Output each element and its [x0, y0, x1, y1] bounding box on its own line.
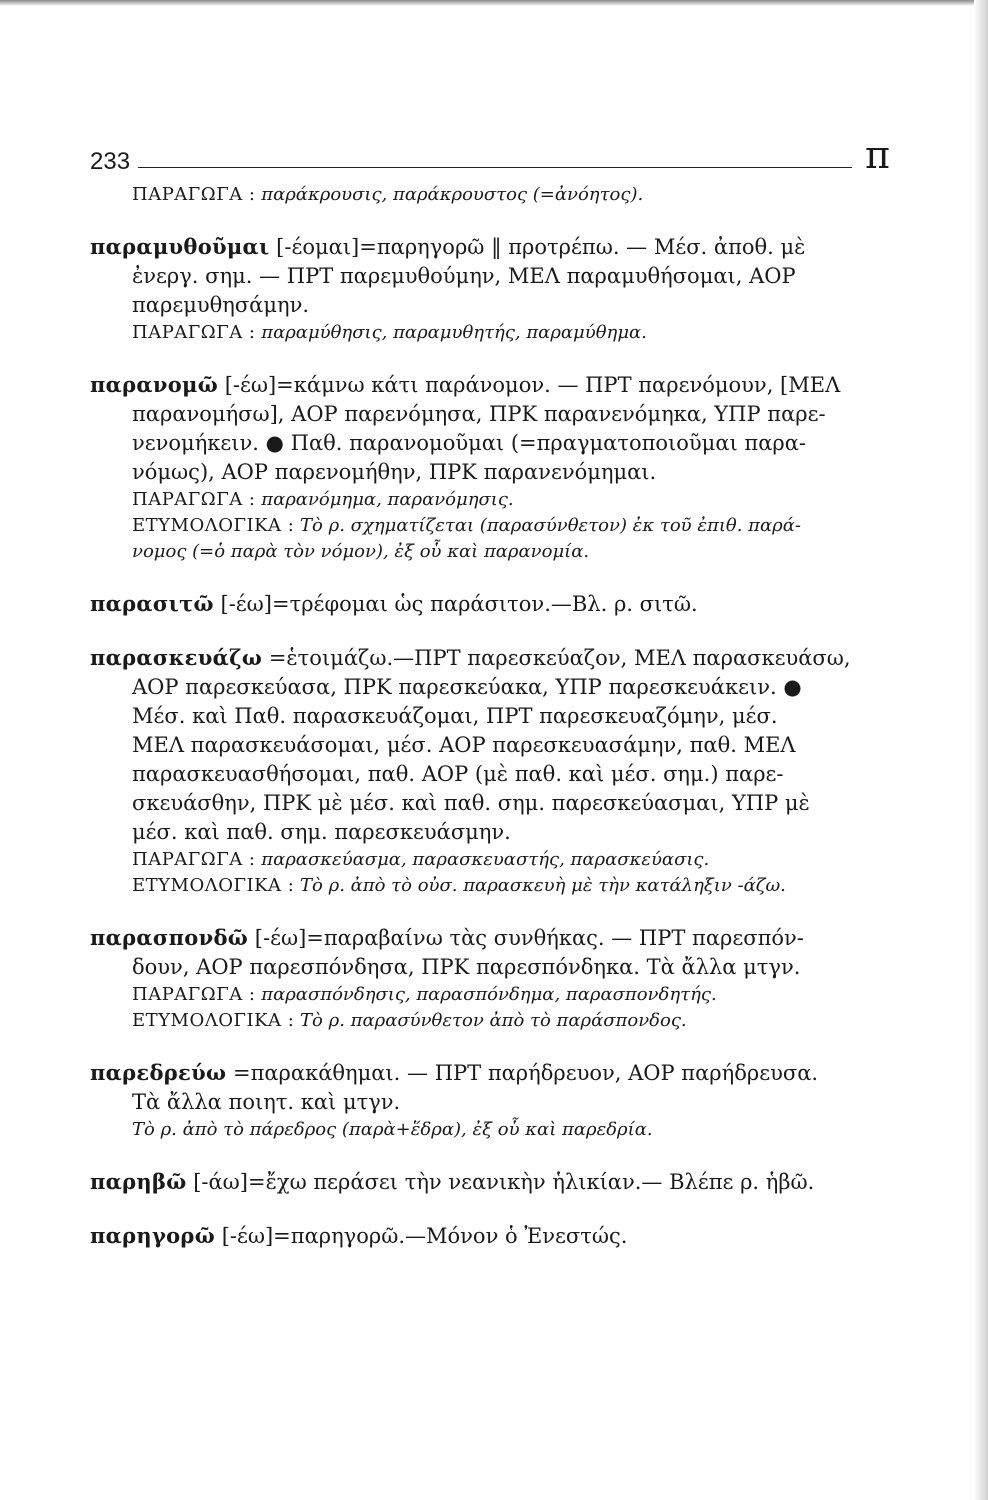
headword: παρασπονδῶ: [90, 925, 249, 950]
entry-continuation-line: [90, 789, 890, 818]
headword: παρηβῶ: [90, 1169, 187, 1194]
entry-first-line: [90, 370, 890, 400]
definition-text: δουν, ΑΟΡ παρεσπόνδησα, ΠΡΚ παρεσπόνδηκα. Τὰ ἄλλα μτγν.: [132, 955, 801, 979]
dictionary-entry: [90, 1221, 890, 1251]
entry-continuation-line: [90, 1088, 890, 1117]
entry-continuation-line: [90, 731, 890, 760]
entry-first-line: [90, 643, 890, 673]
entry-continuation-line: [90, 953, 890, 982]
entry-note-line: [90, 1008, 890, 1034]
dictionary-entry: [90, 1167, 890, 1197]
definition-text: ΜΕΛ παρασκευάσομαι, μέσ. ΑΟΡ παρεσκευασάμην, παθ. ΜΕΛ: [132, 733, 796, 757]
note-label: ΕΤΥΜΟΛΟΓΙΚΑ :: [132, 875, 295, 896]
entry-continuation-line: [90, 818, 890, 847]
entry-continuation-line: [90, 673, 890, 702]
dictionary-entry: [90, 923, 890, 1034]
definition-text: ἐνεργ. σημ. — ΠΡΤ παρεμυθούμην, ΜΕΛ παραμυθήσομαι, ΑΟΡ: [132, 264, 796, 288]
entry-first-line: [90, 1221, 890, 1251]
definition-text: [-έομαι]=παρηγορῶ ‖ προτρέπω. — Μέσ. ἀποθ. μὲ: [276, 235, 806, 259]
note-label: ΠΑΡΑΓΩΓΑ :: [132, 984, 256, 1005]
note-text: Τὸ ρ. παρασύνθετον ἀπὸ τὸ παράσπονδος.: [300, 1010, 687, 1031]
definition-text: [-έω]=παραβαίνω τὰς συνθήκας. — ΠΡΤ παρεσπόν-: [254, 926, 804, 950]
definition-text: =ἑτοιμάζω.—ΠΡΤ παρεσκεύαζον, ΜΕΛ παρασκευάσω,: [268, 646, 851, 670]
definition-text: μέσ. καὶ παθ. σημ. παρεσκευάσμην.: [132, 820, 511, 844]
entry-note-line: [90, 873, 890, 899]
entry-continuation-line: [90, 291, 890, 320]
entry-first-line: [90, 232, 890, 262]
entry-first-line: [90, 589, 890, 619]
entry-note-line: [90, 847, 890, 873]
headword: παρεδρεύω: [90, 1060, 227, 1085]
note-text: παρανόμημα, παρανόμησις.: [261, 489, 514, 510]
entry-first-line: [90, 923, 890, 953]
entry-note-line: [90, 982, 890, 1008]
dictionary-entry: [90, 643, 890, 899]
note-label: ΠΑΡΑΓΩΓΑ :: [132, 489, 256, 510]
dictionary-entry: [90, 589, 890, 619]
entry-note-line: [90, 539, 890, 565]
headword: παρηγορῶ: [90, 1223, 215, 1248]
entry-continuation-line: [90, 702, 890, 731]
entry-note-line: [90, 513, 890, 539]
note-text: παρασκεύασμα, παρασκευαστής, παρασκεύασις.: [261, 849, 710, 870]
definition-text: [-άω]=ἔχω περάσει τὴν νεανικὴν ἡλικίαν.— Βλέπε ρ. ἡβῶ.: [193, 1170, 815, 1194]
dictionary-entry: [90, 1058, 890, 1143]
entry-first-line: [90, 1167, 890, 1197]
note-label: ΕΤΥΜΟΛΟΓΙΚΑ :: [132, 1010, 295, 1031]
definition-text: σκευάσθην, ΠΡΚ μὲ μέσ. καὶ παθ. σημ. παρεσκεύασμαι, ΥΠΡ μὲ: [132, 791, 810, 815]
definition-text: Τὰ ἄλλα ποιητ. καὶ μτγν.: [132, 1090, 401, 1114]
note-text: παραμύθησις, παραμυθητής, παραμύθημα.: [261, 322, 647, 343]
note-text: Τὸ ρ. σχηματίζεται (παρασύνθετον) ἐκ τοῦ ἐπιθ. παρά-: [300, 515, 801, 536]
entry-continuation-line: [90, 429, 890, 458]
definition-text: παρασκευασθήσομαι, παθ. ΑΟΡ (μὲ παθ. καὶ μέσ. σημ.) παρε-: [132, 762, 784, 786]
dictionary-page: [90, 133, 890, 1251]
note-text: Τὸ ρ. ἀπὸ τὸ πάρεδρος (παρὰ+ἕδρα), ἐξ οὗ καὶ παρεδρία.: [132, 1119, 653, 1140]
note-label: ΠΑΡΑΓΩΓΑ :: [132, 322, 256, 343]
note-text: νομος (=ὁ παρὰ τὸν νόμον), ἐξ οὗ καὶ παρανομία.: [132, 541, 590, 562]
entry-continuation-line: [90, 400, 890, 429]
scan-top-shadow: [0, 0, 988, 6]
definition-text: νόμως), ΑΟΡ παρενομήθην, ΠΡΚ παρανενόμημαι.: [132, 460, 657, 484]
entry-first-line: [90, 1058, 890, 1088]
note-text: Τὸ ρ. ἀπὸ τὸ οὐσ. παρασκευὴ μὲ τὴν κατάληξιν -άζω.: [300, 875, 786, 896]
definition-text: ΑΟΡ παρεσκεύασα, ΠΡΚ παρεσκεύακα, ΥΠΡ παρεσκευάκειν. ●: [132, 675, 802, 699]
entry-continuation-line: [90, 262, 890, 291]
entry-note-line: [90, 320, 890, 346]
definition-text: παρεμυθησάμην.: [132, 293, 310, 317]
headword: παρανομῶ: [90, 372, 218, 397]
definition-text: παρανομήσω], ΑΟΡ παρενόμησα, ΠΡΚ παρανενόμηκα, ΥΠΡ παρε-: [132, 402, 826, 426]
definition-text: [-έω]=τρέφομαι ὡς παράσιτον.—Βλ. ρ. σιτῶ.: [220, 592, 698, 616]
definition-text: Μέσ. καὶ Παθ. παρασκευάζομαι, ΠΡΤ παρεσκευαζόμην, μέσ.: [132, 704, 778, 728]
definition-text: νενομήκειν. ● Παθ. παρανομοῦμαι (=πραγματοποιοῦμαι παρα-: [132, 431, 807, 455]
dictionary-entry: [90, 232, 890, 346]
note-label: ΠΑΡΑΓΩΓΑ :: [132, 849, 256, 870]
headword: παραμυθοῦμαι: [90, 234, 270, 259]
note-label: ΕΤΥΜΟΛΟΓΙΚΑ :: [132, 515, 295, 536]
section-letter: π: [865, 133, 890, 177]
dictionary-entry: [90, 370, 890, 565]
definition-text: [-έω]=κάμνω κάτι παράνομον. — ΠΡΤ παρενόμουν, [ΜΕΛ: [224, 373, 841, 397]
scan-right-shadow: [974, 0, 988, 1500]
derivatives-text: παράκρουσις, παράκρουστος (=ἀνόητος).: [261, 184, 644, 205]
note-text: παρασπόνδησις, παρασπόνδημα, παρασπονδητής.: [261, 984, 717, 1005]
definition-text: =παρακάθημαι. — ΠΡΤ παρήδρευον, ΑΟΡ παρήδρευσα.: [232, 1061, 819, 1085]
header-rule: [138, 167, 852, 168]
page-header: [90, 133, 890, 180]
entry-continuation-line: [90, 458, 890, 487]
headword: παρασκευάζω: [90, 645, 263, 670]
entry-note-line: [90, 1117, 890, 1143]
entry-continuation-line: [90, 760, 890, 789]
top-derivatives-line: [90, 182, 890, 208]
headword: παρασιτῶ: [90, 591, 214, 616]
page-number: 233: [90, 148, 131, 175]
entry-note-line: [90, 487, 890, 513]
entry-list: [90, 232, 890, 1251]
definition-text: [-έω]=παρηγορῶ.—Μόνον ὁ Ἐνεστώς.: [221, 1224, 628, 1248]
derivatives-label: ΠΑΡΑΓΩΓΑ :: [132, 184, 256, 205]
